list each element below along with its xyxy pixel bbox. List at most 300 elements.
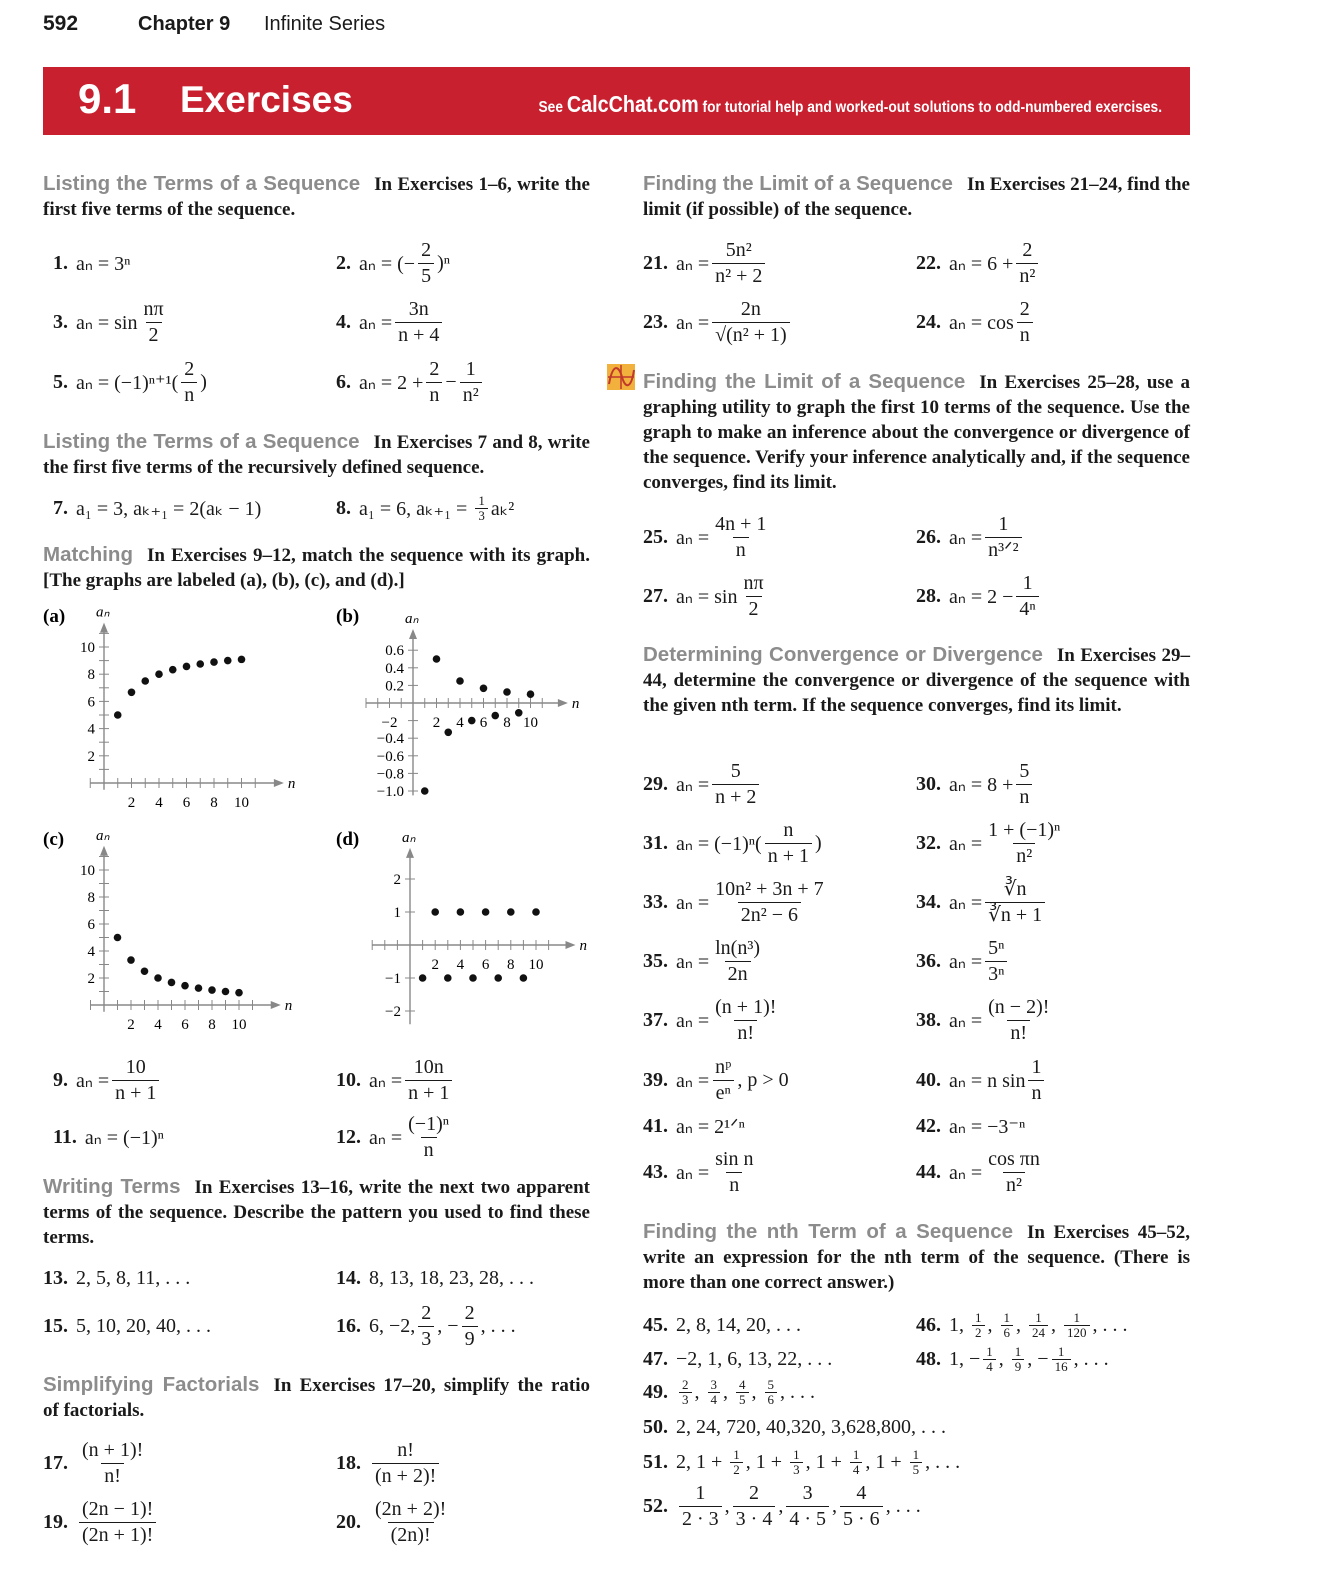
section-instructions: In Exercises 25–28, use a graphing utility to graph the first 10 terms of the sequence. Use the graph to make an inference about the convergence or divergence of the sequence. Verify your inference analytically and, if the sequence converges, find its limit. <box>643 372 1191 493</box>
exercise-52 <box>643 1476 921 1536</box>
math-text: aₙ = <box>949 891 983 914</box>
x-tick-label: 8 <box>208 1017 216 1033</box>
fraction <box>712 995 779 1046</box>
numerator: n <box>783 818 794 841</box>
fraction <box>985 877 1045 928</box>
math-text: a₁ = 6, aₖ₊₁ = <box>359 497 473 520</box>
data-point <box>154 974 162 982</box>
fraction <box>712 238 765 289</box>
y-tick-label: −1 <box>385 971 401 987</box>
numerator: (n + 1)! <box>82 1438 144 1461</box>
exercise-number: 38. <box>916 1008 941 1031</box>
exercise-number: 39. <box>643 1068 668 1091</box>
data-point <box>457 908 465 916</box>
math-text: aₙ = <box>676 1069 710 1092</box>
fraction <box>372 1438 439 1489</box>
section-instructions: In Exercises 7 and 8, write the first five terms of the recursively defined sequence. <box>43 432 590 478</box>
fraction <box>840 1481 883 1532</box>
exercise-number: 20. <box>336 1510 361 1533</box>
x-tick-label: 4 <box>154 1017 162 1033</box>
fraction <box>712 512 769 563</box>
math-text: aₙ = 8 + <box>949 773 1014 796</box>
fraction <box>985 995 1052 1046</box>
x-tick-label: 10 <box>231 1017 247 1033</box>
denominator: 24 <box>1029 1325 1048 1340</box>
denominator: 16 <box>1052 1359 1071 1374</box>
exercise-15 <box>43 1296 211 1356</box>
math-text: 1, − <box>949 1347 981 1370</box>
y-axis-label: aₙ <box>402 829 416 846</box>
y-tick-label: 8 <box>87 890 95 906</box>
data-point <box>169 666 177 674</box>
math-text: aₙ = (−1)ⁿ⁺¹( <box>76 371 179 394</box>
fraction <box>730 1448 743 1477</box>
exercise-number: 50. <box>643 1415 668 1438</box>
exercise-number: 6. <box>336 370 351 393</box>
math-text: aₖ² <box>490 497 515 520</box>
fraction <box>462 1301 478 1352</box>
denominator: n <box>733 537 749 563</box>
exercise-4 <box>336 292 445 352</box>
exercise-36 <box>916 931 1010 991</box>
exercise-48 <box>916 1329 1109 1389</box>
section-heading: Finding the nth Term of a Sequence <box>643 1220 1013 1243</box>
math-text: 6, −2, <box>369 1314 416 1337</box>
y-axis-label: aₙ <box>405 611 419 627</box>
denominator: 4ⁿ <box>1016 596 1038 622</box>
exercise-number: 2. <box>336 251 351 274</box>
see-text: See <box>538 99 563 116</box>
section-heading: Finding the Limit of a Sequence <box>643 370 966 393</box>
math-text: aₙ = (−1)ⁿ <box>84 1126 164 1149</box>
section-instructions: In Exercises 21–24, find the limit (if possible) of the sequence. <box>643 174 1190 220</box>
math-text: aₙ = (− <box>359 252 416 275</box>
fraction <box>1012 1345 1025 1374</box>
fraction <box>733 1481 776 1532</box>
fraction <box>460 357 482 408</box>
x-tick-label: 2 <box>127 1017 135 1033</box>
numerator: 1 <box>986 1343 993 1359</box>
numerator: 1 <box>793 1446 800 1462</box>
math-text: −2, 1, 6, 13, 22, . . . <box>676 1347 833 1370</box>
denominator: 4 <box>983 1359 996 1374</box>
x-axis-arrow <box>558 699 568 707</box>
denominator: n! <box>1007 1020 1030 1046</box>
exercise-number: 16. <box>336 1314 361 1337</box>
exercise-26 <box>916 507 1025 567</box>
denominator: 2 <box>730 1462 743 1477</box>
x-tick-label: 2 <box>127 795 136 811</box>
math-text: 2, 8, 14, 20, . . . <box>676 1313 801 1336</box>
exercise-number: 52. <box>643 1494 668 1517</box>
exercise-31 <box>643 813 822 873</box>
y-tick-label: 2 <box>87 748 95 765</box>
denominator: √(n² + 1) <box>712 322 790 348</box>
math-text: aₙ = 6 + <box>949 252 1014 275</box>
denominator: 9 <box>462 1326 478 1352</box>
math-text: , p > 0 <box>737 1068 789 1091</box>
data-point <box>141 677 149 685</box>
math-text: aₙ = 2 − <box>949 585 1014 608</box>
exercise-number: 9. <box>53 1068 68 1091</box>
x-tick-label: 8 <box>503 715 511 731</box>
fraction <box>1017 297 1033 348</box>
numerator: 2 <box>682 1376 689 1392</box>
exercise-number: 48. <box>916 1347 941 1370</box>
denominator: 2n <box>725 961 751 987</box>
math-text: , <box>1051 1313 1061 1336</box>
math-text: aₙ = 2 + <box>359 371 424 394</box>
denominator: n <box>421 1137 437 1163</box>
numerator: 1 <box>1022 571 1033 594</box>
data-point <box>127 956 135 964</box>
math-text: , <box>987 1313 998 1336</box>
numerator: 1 <box>975 1309 982 1325</box>
fraction <box>426 357 442 408</box>
numerator: 5ⁿ <box>988 936 1005 959</box>
exercise-11 <box>53 1107 164 1167</box>
graph-label: (d) <box>336 829 360 850</box>
math-text: 1, <box>949 1313 969 1336</box>
exercise-22 <box>916 233 1041 293</box>
denominator: 9 <box>1012 1359 1025 1374</box>
math-text: 8, 13, 18, 23, 28, . . . <box>369 1266 534 1289</box>
denominator: n! <box>734 1020 757 1046</box>
math-text: ) <box>814 831 822 854</box>
denominator: n² <box>1003 1172 1025 1198</box>
denominator: (2n + 1)! <box>79 1522 156 1548</box>
math-text: 2, 1 + <box>676 1450 728 1473</box>
exercise-number: 32. <box>916 831 941 854</box>
denominator: 5 <box>736 1392 749 1407</box>
exercise-number: 3. <box>53 310 68 333</box>
data-point <box>419 974 427 982</box>
exercise-number: 28. <box>916 584 941 607</box>
math-text: , . . . <box>1092 1313 1128 1336</box>
y-axis-label: aₙ <box>96 827 110 844</box>
fraction <box>181 357 197 408</box>
section-matching <box>43 543 590 593</box>
math-text: aₙ = <box>676 1161 710 1184</box>
numerator: (2n − 1)! <box>82 1497 154 1520</box>
exercise-number: 30. <box>916 772 941 795</box>
x-axis-arrow <box>274 779 284 787</box>
math-text: , . . . <box>780 1380 815 1403</box>
numerator: (−1)ⁿ <box>408 1112 450 1135</box>
y-tick-label: 4 <box>87 721 95 738</box>
denominator: 4 <box>850 1462 863 1477</box>
fraction <box>112 1055 159 1106</box>
numerator: 2 <box>749 1481 759 1504</box>
numerator: 10n <box>413 1055 444 1078</box>
data-point <box>469 974 477 982</box>
section-listing-terms-2 <box>43 430 590 480</box>
math-text: aₙ = <box>676 773 710 796</box>
exercise-16 <box>336 1296 516 1356</box>
exercise-number: 45. <box>643 1313 668 1336</box>
fraction <box>910 1448 923 1477</box>
data-point <box>208 986 216 994</box>
data-point <box>224 657 232 665</box>
data-point <box>210 658 218 666</box>
x-axis-label: n <box>579 938 587 954</box>
exercise-number: 35. <box>643 949 668 972</box>
fraction <box>850 1448 863 1477</box>
math-text: aₙ = <box>676 1009 710 1032</box>
graph-label: (c) <box>43 829 65 850</box>
data-point <box>183 663 191 671</box>
denominator: 3 <box>475 508 488 523</box>
calcchat-link[interactable]: CalcChat.com <box>566 91 699 117</box>
x-tick-label: 4 <box>456 957 465 973</box>
exercise-number: 36. <box>916 949 941 972</box>
exercise-number: 37. <box>643 1008 668 1031</box>
y-tick-label: −0.6 <box>376 748 404 765</box>
math-text: aₙ = <box>676 252 710 275</box>
exercise-25 <box>643 507 772 567</box>
numerator: 10 <box>125 1055 146 1078</box>
data-point <box>520 974 528 982</box>
denominator: n <box>726 1172 742 1198</box>
exercise-number: 41. <box>643 1114 668 1137</box>
fraction <box>405 1055 452 1106</box>
math-text: aₙ = <box>676 526 710 549</box>
denominator: n + 1 <box>405 1080 452 1106</box>
y-tick-label: 4 <box>87 944 95 960</box>
denominator: 5 · 6 <box>840 1506 883 1532</box>
section-instructions: In Exercises 17–20, simplify the ratio of factorials. <box>43 1375 590 1421</box>
numerator: (n + 1)! <box>715 995 777 1018</box>
math-text: aₙ = 3ⁿ <box>76 252 131 275</box>
y-tick-label: 10 <box>80 640 95 656</box>
y-axis-arrow <box>409 629 417 639</box>
section-writing-terms <box>43 1175 590 1250</box>
numerator: 1 <box>695 1481 706 1504</box>
exercise-number: 21. <box>643 251 668 274</box>
exercise-number: 42. <box>916 1114 941 1137</box>
data-point <box>114 711 122 719</box>
fraction <box>475 494 488 523</box>
x-tick-label: 2 <box>432 715 441 731</box>
fraction <box>985 1147 1043 1198</box>
denominator: 3ⁿ <box>985 961 1007 987</box>
section-listing-terms-1 <box>43 172 590 222</box>
section-instructions: In Exercises 13–16, write the next two apparent terms of the sequence. Describe the pattern you used to find these terms. <box>43 1177 590 1248</box>
math-text: ) <box>200 370 207 393</box>
exercise-number: 51. <box>643 1450 668 1473</box>
fraction <box>372 1497 449 1548</box>
exercise-number: 5. <box>53 370 68 393</box>
data-point <box>515 709 523 717</box>
x-tick-label: 8 <box>507 957 515 973</box>
denominator: 2 <box>146 322 162 348</box>
numerator: 5 <box>767 1376 774 1392</box>
denominator: n <box>1028 1080 1044 1106</box>
math-text: )ⁿ <box>437 251 451 274</box>
y-axis-arrow <box>100 846 108 856</box>
numerator: 5 <box>730 759 741 782</box>
section-instructions: In Exercises 45–52, write an expression for the nth term of the sequence. (There is more than one correct answer.) <box>643 1222 1191 1293</box>
exercise-32 <box>916 813 1066 873</box>
exercise-number: 4. <box>336 310 351 333</box>
section-instructions: In Exercises 1–6, write the first five terms of the sequence. <box>43 174 590 220</box>
math-text: 2, 24, 720, 40,320, 3,628,800, . . . <box>676 1415 946 1438</box>
section-limit-1 <box>643 172 1190 222</box>
exercise-19 <box>43 1492 159 1552</box>
section-heading: Simplifying Factorials <box>43 1373 260 1396</box>
exercise-number: 19. <box>43 1510 68 1533</box>
section-instructions: In Exercises 29–44, determine the convergence or divergence of the sequence with the given nth term. If the sequence converges, find its limit. <box>643 645 1191 716</box>
numerator: (2n + 2)! <box>375 1497 447 1520</box>
graph-label: (a) <box>43 606 66 627</box>
y-axis-arrow <box>406 848 414 858</box>
exercise-number: 33. <box>643 890 668 913</box>
math-text: aₙ = <box>369 1126 403 1149</box>
exercise-number: 49. <box>643 1380 668 1403</box>
fraction <box>712 1147 756 1198</box>
exercise-28 <box>916 566 1042 626</box>
numerator: 1 + (−1)ⁿ <box>988 818 1061 841</box>
math-text: aₙ = n sin <box>949 1069 1026 1092</box>
denominator: 4 · 5 <box>786 1506 829 1532</box>
page-number: 592 <box>43 12 79 35</box>
x-tick-label: 10 <box>528 957 544 973</box>
math-text: , <box>778 1494 784 1517</box>
data-point <box>235 989 243 997</box>
data-point <box>222 988 230 996</box>
fraction <box>985 512 1021 563</box>
math-text: aₙ = <box>676 891 710 914</box>
numerator: nπ <box>143 297 164 320</box>
exercise-37 <box>643 990 782 1050</box>
denominator: 4 <box>708 1392 721 1407</box>
exercise-43 <box>643 1142 759 1202</box>
section-number: 9.1 <box>78 75 137 122</box>
fraction <box>395 297 442 348</box>
numerator: 10n² + 3n + 7 <box>715 877 824 900</box>
data-point <box>491 712 499 720</box>
numerator: 5 <box>1019 759 1030 782</box>
math-text: , . . . <box>925 1450 961 1473</box>
y-axis-label: aₙ <box>96 604 110 621</box>
exercise-number: 29. <box>643 772 668 795</box>
numerator: 2 <box>421 238 432 261</box>
numerator: ∛n <box>1003 877 1027 900</box>
x-axis-arrow <box>566 941 576 949</box>
exercise-27 <box>643 566 770 626</box>
math-text: , <box>751 1380 762 1403</box>
math-text: , <box>1016 1313 1026 1336</box>
exercise-5 <box>53 352 207 412</box>
denominator: n <box>426 382 442 408</box>
denominator: n² <box>460 382 482 408</box>
exercise-number: 11. <box>53 1125 77 1148</box>
x-axis-label: n <box>284 998 293 1014</box>
denominator: n² + 2 <box>712 263 765 289</box>
exercise-number: 17. <box>43 1451 68 1474</box>
exercise-23 <box>643 292 793 352</box>
math-text: , <box>832 1494 838 1517</box>
x-tick-label: 4 <box>456 715 464 731</box>
math-text: aₙ = −3⁻ⁿ <box>949 1115 1026 1138</box>
numerator: 4n + 1 <box>715 512 767 535</box>
data-point <box>195 984 203 992</box>
exercise-number: 22. <box>916 251 941 274</box>
fraction <box>405 1112 452 1163</box>
exercise-number: 18. <box>336 1451 361 1474</box>
data-point <box>155 670 163 678</box>
fraction <box>790 1448 803 1477</box>
data-point <box>168 979 176 987</box>
numerator: 2 <box>429 357 440 380</box>
numerator: 3 <box>802 1481 813 1504</box>
calcchat-note <box>538 91 1162 118</box>
fraction <box>786 1481 829 1532</box>
data-point <box>141 967 149 975</box>
math-text: aₙ = <box>949 832 983 855</box>
x-tick-label: 6 <box>182 795 191 811</box>
numerator: cos πn <box>988 1147 1040 1170</box>
math-text: 2, 5, 8, 11, . . . <box>76 1266 191 1289</box>
x-tick-label: 6 <box>181 1017 189 1033</box>
exercise-number: 13. <box>43 1266 68 1289</box>
numerator: ln(n³) <box>715 936 760 959</box>
math-text: aₙ = <box>676 311 710 334</box>
numerator: 1 <box>912 1446 920 1462</box>
math-text: , 1 + <box>805 1450 847 1473</box>
denominator: n + 4 <box>395 322 442 348</box>
data-point <box>433 655 441 663</box>
numerator: 2 <box>1022 238 1033 261</box>
numerator: 1 <box>1031 1055 1042 1078</box>
data-point <box>494 974 502 982</box>
section-heading: Finding the Limit of a Sequence <box>643 172 953 195</box>
numerator: nπ <box>743 571 764 594</box>
denominator: n³ᐟ² <box>985 537 1021 563</box>
data-point <box>238 656 246 664</box>
x-tick-label: 10 <box>234 795 249 811</box>
section-heading: Listing the Terms of a Sequence <box>43 172 361 195</box>
denominator: 3 · 4 <box>733 1506 776 1532</box>
denominator: n <box>1017 322 1033 348</box>
exercise-number: 40. <box>916 1068 941 1091</box>
exercise-8 <box>336 478 514 538</box>
math-text: , <box>724 1494 730 1517</box>
exercise-33 <box>643 872 830 932</box>
numerator: 1 <box>1035 1309 1042 1325</box>
numerator: 1 <box>852 1446 860 1462</box>
fraction <box>712 759 759 810</box>
chapter-label: Chapter 9 <box>138 13 231 35</box>
math-text: 5, 10, 20, 40, . . . <box>76 1314 211 1337</box>
numerator: 2 <box>421 1301 432 1324</box>
numerator: (n − 2)! <box>988 995 1050 1018</box>
numerator: 5n² <box>725 238 752 261</box>
math-text: aₙ = <box>359 311 393 334</box>
math-text: aₙ = 2¹ᐟⁿ <box>676 1115 745 1138</box>
denominator: n² <box>1016 263 1038 289</box>
data-point <box>196 660 204 668</box>
denominator: n <box>1016 784 1032 810</box>
exercise-number: 7. <box>53 496 68 519</box>
math-text: , . . . <box>885 1494 921 1517</box>
x-tick-label: 10 <box>523 715 538 731</box>
data-point <box>431 908 439 916</box>
numerator: 2 <box>464 1301 475 1324</box>
data-point <box>527 690 535 698</box>
math-text: aₙ = <box>949 1009 983 1032</box>
math-text: aₙ = <box>949 526 983 549</box>
